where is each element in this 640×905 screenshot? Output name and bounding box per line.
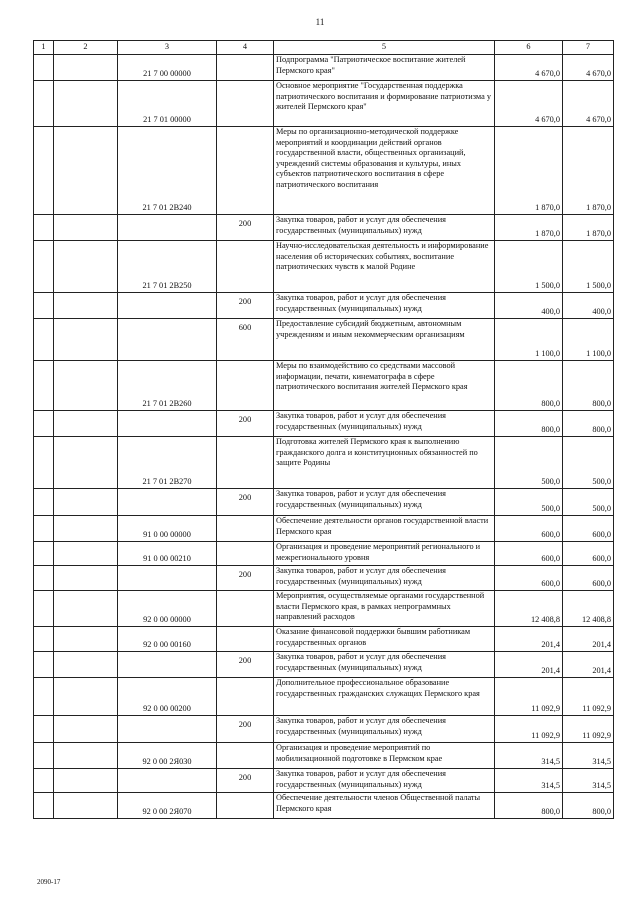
- cell-amount-col6: 4 670,0: [495, 81, 563, 127]
- cell-amount-col7: 500,0: [563, 437, 614, 489]
- cell-amount-col6: 1 870,0: [495, 215, 563, 241]
- table-body: [34, 55, 614, 819]
- cell-amount-col6: 500,0: [495, 489, 563, 516]
- table-row: [34, 81, 614, 127]
- cell-expense-type: 200: [217, 566, 274, 591]
- cell-description: Оказание финансовой поддержки бывшим работникам государственных органов: [274, 627, 495, 652]
- cell-amount-col6: 11 092,9: [495, 678, 563, 716]
- cell-col1: [34, 241, 54, 293]
- cell-col2: [54, 437, 118, 489]
- cell-expense-type: 200: [217, 489, 274, 516]
- cell-expense-type: [217, 361, 274, 411]
- table-row: [34, 652, 614, 678]
- cell-col1: [34, 743, 54, 769]
- cell-amount-col7: 600,0: [563, 516, 614, 542]
- cell-amount-col7: 11 092,9: [563, 678, 614, 716]
- cell-target-code: 92 0 00 00160: [118, 627, 217, 652]
- cell-col2: [54, 241, 118, 293]
- cell-amount-col7: 314,5: [563, 769, 614, 793]
- cell-col1: [34, 437, 54, 489]
- table-row: [34, 769, 614, 793]
- column-header: 6: [495, 41, 563, 55]
- table-row: [34, 566, 614, 591]
- cell-description: Закупка товаров, работ и услуг для обеспечения государственных (муниципальных) нужд: [274, 489, 495, 516]
- cell-expense-type: 200: [217, 652, 274, 678]
- cell-col1: [34, 293, 54, 319]
- cell-col2: [54, 215, 118, 241]
- cell-col1: [34, 81, 54, 127]
- table-row: [34, 716, 614, 743]
- cell-target-code: 21 7 01 2В270: [118, 437, 217, 489]
- cell-col2: [54, 293, 118, 319]
- cell-col2: [54, 769, 118, 793]
- cell-expense-type: [217, 81, 274, 127]
- column-header: 3: [118, 41, 217, 55]
- cell-amount-col6: 600,0: [495, 566, 563, 591]
- cell-amount-col7: 800,0: [563, 361, 614, 411]
- cell-description: Мероприятия, осуществляемые органами государственной власти Пермского края, в рамках непрограммных направлений расходов: [274, 591, 495, 627]
- table-row: [34, 55, 614, 81]
- cell-amount-col7: 1 500,0: [563, 241, 614, 293]
- cell-col1: [34, 769, 54, 793]
- cell-expense-type: 200: [217, 293, 274, 319]
- cell-col1: [34, 361, 54, 411]
- table-row: [34, 793, 614, 819]
- cell-col2: [54, 591, 118, 627]
- cell-description: Закупка товаров, работ и услуг для обеспечения государственных (муниципальных) нужд: [274, 411, 495, 437]
- cell-expense-type: 600: [217, 319, 274, 361]
- cell-amount-col7: 500,0: [563, 489, 614, 516]
- cell-amount-col6: 11 092,9: [495, 716, 563, 743]
- cell-amount-col7: 600,0: [563, 566, 614, 591]
- cell-col2: [54, 411, 118, 437]
- cell-description: Организация и проведение мероприятий регионального и межрегионального уровня: [274, 542, 495, 566]
- cell-target-code: 21 7 00 00000: [118, 55, 217, 81]
- cell-target-code: [118, 411, 217, 437]
- cell-amount-col7: 1 870,0: [563, 127, 614, 215]
- table-header: [34, 41, 614, 55]
- cell-col1: [34, 489, 54, 516]
- cell-description: Закупка товаров, работ и услуг для обеспечения государственных (муниципальных) нужд: [274, 566, 495, 591]
- cell-target-code: 92 0 00 00000: [118, 591, 217, 627]
- cell-target-code: [118, 319, 217, 361]
- cell-col2: [54, 627, 118, 652]
- cell-description: Подпрограмма "Патриотическое воспитание жителей Пермского края": [274, 55, 495, 81]
- cell-target-code: 21 7 01 2В240: [118, 127, 217, 215]
- cell-col2: [54, 81, 118, 127]
- cell-expense-type: [217, 627, 274, 652]
- cell-target-code: [118, 566, 217, 591]
- cell-amount-col7: 4 670,0: [563, 81, 614, 127]
- cell-col2: [54, 361, 118, 411]
- cell-description: Дополнительное профессиональное образование государственных гражданских служащих Пермского края: [274, 678, 495, 716]
- cell-col2: [54, 793, 118, 819]
- cell-target-code: 91 0 00 00000: [118, 516, 217, 542]
- cell-col1: [34, 127, 54, 215]
- cell-col1: [34, 319, 54, 361]
- cell-expense-type: 200: [217, 769, 274, 793]
- cell-description: Закупка товаров, работ и услуг для обеспечения государственных (муниципальных) нужд: [274, 769, 495, 793]
- cell-amount-col7: 1 100,0: [563, 319, 614, 361]
- cell-amount-col6: 1 500,0: [495, 241, 563, 293]
- cell-expense-type: [217, 241, 274, 293]
- cell-col1: [34, 411, 54, 437]
- cell-col2: [54, 743, 118, 769]
- cell-col1: [34, 793, 54, 819]
- cell-description: Предоставление субсидий бюджетным, автономным учреждениям и иным некоммерческим организациям: [274, 319, 495, 361]
- cell-description: Подготовка жителей Пермского края к выполнению гражданского долга и конституционных обязанностей по защите Родины: [274, 437, 495, 489]
- cell-description: Закупка товаров, работ и услуг для обеспечения государственных (муниципальных) нужд: [274, 293, 495, 319]
- cell-description: Научно-исследовательская деятельность и информирование населения об исторических событиях, воспитание патриотических чувств к малой Родине: [274, 241, 495, 293]
- table-row: [34, 743, 614, 769]
- cell-amount-col6: 600,0: [495, 542, 563, 566]
- cell-amount-col7: 11 092,9: [563, 716, 614, 743]
- cell-amount-col7: 1 870,0: [563, 215, 614, 241]
- cell-expense-type: [217, 542, 274, 566]
- column-header: 7: [563, 41, 614, 55]
- table-row: [34, 215, 614, 241]
- cell-amount-col7: 201,4: [563, 652, 614, 678]
- cell-amount-col6: 201,4: [495, 627, 563, 652]
- cell-target-code: 92 0 00 2Я030: [118, 743, 217, 769]
- cell-amount-col6: 4 670,0: [495, 55, 563, 81]
- cell-col1: [34, 652, 54, 678]
- table-row: [34, 293, 614, 319]
- table-row: [34, 241, 614, 293]
- cell-amount-col6: 1 100,0: [495, 319, 563, 361]
- cell-amount-col7: 400,0: [563, 293, 614, 319]
- cell-target-code: 21 7 01 00000: [118, 81, 217, 127]
- cell-amount-col6: 800,0: [495, 411, 563, 437]
- column-header: 1: [34, 41, 54, 55]
- cell-expense-type: [217, 55, 274, 81]
- table-row: [34, 542, 614, 566]
- cell-amount-col7: 600,0: [563, 542, 614, 566]
- cell-amount-col7: 800,0: [563, 411, 614, 437]
- cell-expense-type: [217, 437, 274, 489]
- column-header: 4: [217, 41, 274, 55]
- cell-col2: [54, 716, 118, 743]
- table-row: [34, 678, 614, 716]
- cell-col1: [34, 716, 54, 743]
- cell-amount-col6: 800,0: [495, 361, 563, 411]
- cell-expense-type: [217, 743, 274, 769]
- cell-amount-col6: 1 870,0: [495, 127, 563, 215]
- cell-amount-col6: 800,0: [495, 793, 563, 819]
- cell-col1: [34, 678, 54, 716]
- cell-expense-type: [217, 591, 274, 627]
- cell-amount-col6: 500,0: [495, 437, 563, 489]
- cell-amount-col7: 4 670,0: [563, 55, 614, 81]
- cell-col2: [54, 542, 118, 566]
- cell-amount-col7: 12 408,8: [563, 591, 614, 627]
- cell-description: Обеспечение деятельности органов государственной власти Пермского края: [274, 516, 495, 542]
- cell-amount-col6: 314,5: [495, 743, 563, 769]
- cell-expense-type: [217, 127, 274, 215]
- cell-col2: [54, 652, 118, 678]
- cell-amount-col7: 201,4: [563, 627, 614, 652]
- cell-target-code: 21 7 01 2В250: [118, 241, 217, 293]
- column-header: 2: [54, 41, 118, 55]
- cell-target-code: 92 0 00 00200: [118, 678, 217, 716]
- table-row: [34, 361, 614, 411]
- cell-target-code: 92 0 00 2Я070: [118, 793, 217, 819]
- table-row: [34, 516, 614, 542]
- budget-table: [33, 40, 614, 819]
- cell-target-code: 21 7 01 2В260: [118, 361, 217, 411]
- cell-col1: [34, 627, 54, 652]
- cell-description: Закупка товаров, работ и услуг для обеспечения государственных (муниципальных) нужд: [274, 652, 495, 678]
- cell-amount-col6: 201,4: [495, 652, 563, 678]
- table-row: [34, 127, 614, 215]
- cell-expense-type: 200: [217, 215, 274, 241]
- cell-target-code: [118, 215, 217, 241]
- cell-description: Закупка товаров, работ и услуг для обеспечения государственных (муниципальных) нужд: [274, 716, 495, 743]
- cell-col1: [34, 542, 54, 566]
- cell-col1: [34, 566, 54, 591]
- cell-col1: [34, 516, 54, 542]
- column-number-row: [34, 41, 614, 55]
- cell-expense-type: 200: [217, 411, 274, 437]
- cell-amount-col7: 314,5: [563, 743, 614, 769]
- table-row: [34, 489, 614, 516]
- cell-description: Меры по организационно-методической поддержке мероприятий и координации действий органов государственной власти, общественных организаций, учреждений системы образования и культуры, иных субъектов патриотического воспитания в сфере патриотического воспитания: [274, 127, 495, 215]
- cell-target-code: [118, 769, 217, 793]
- table-row: [34, 591, 614, 627]
- cell-description: Закупка товаров, работ и услуг для обеспечения государственных (муниципальных) нужд: [274, 215, 495, 241]
- column-header: 5: [274, 41, 495, 55]
- cell-amount-col7: 800,0: [563, 793, 614, 819]
- cell-target-code: 91 0 00 00210: [118, 542, 217, 566]
- cell-target-code: [118, 293, 217, 319]
- cell-amount-col6: 12 408,8: [495, 591, 563, 627]
- cell-col2: [54, 127, 118, 215]
- cell-description: Обеспечение деятельности членов Общественной палаты Пермского края: [274, 793, 495, 819]
- cell-col1: [34, 591, 54, 627]
- cell-target-code: [118, 716, 217, 743]
- cell-col1: [34, 55, 54, 81]
- cell-amount-col6: 600,0: [495, 516, 563, 542]
- cell-target-code: [118, 652, 217, 678]
- cell-col1: [34, 215, 54, 241]
- cell-expense-type: [217, 793, 274, 819]
- cell-col2: [54, 319, 118, 361]
- cell-col2: [54, 566, 118, 591]
- document-footer-code: 2090-17: [37, 878, 61, 886]
- cell-expense-type: 200: [217, 716, 274, 743]
- cell-expense-type: [217, 678, 274, 716]
- cell-description: Организация и проведение мероприятий по мобилизационной подготовке в Пермском крае: [274, 743, 495, 769]
- cell-amount-col6: 314,5: [495, 769, 563, 793]
- table-row: [34, 411, 614, 437]
- cell-col2: [54, 55, 118, 81]
- cell-col2: [54, 516, 118, 542]
- table-row: [34, 627, 614, 652]
- cell-description: Основное мероприятие "Государственная поддержка патриотического воспитания и формирование патриотизма у жителей Пермского края": [274, 81, 495, 127]
- cell-col2: [54, 489, 118, 516]
- cell-expense-type: [217, 516, 274, 542]
- page-number: 11: [315, 17, 325, 27]
- cell-description: Меры по взаимодействию со средствами массовой информации, печати, кинематографа в сфере патриотического воспитания жителей Пермского края: [274, 361, 495, 411]
- table-row: [34, 437, 614, 489]
- table-row: [34, 319, 614, 361]
- cell-amount-col6: 400,0: [495, 293, 563, 319]
- cell-col2: [54, 678, 118, 716]
- cell-target-code: [118, 489, 217, 516]
